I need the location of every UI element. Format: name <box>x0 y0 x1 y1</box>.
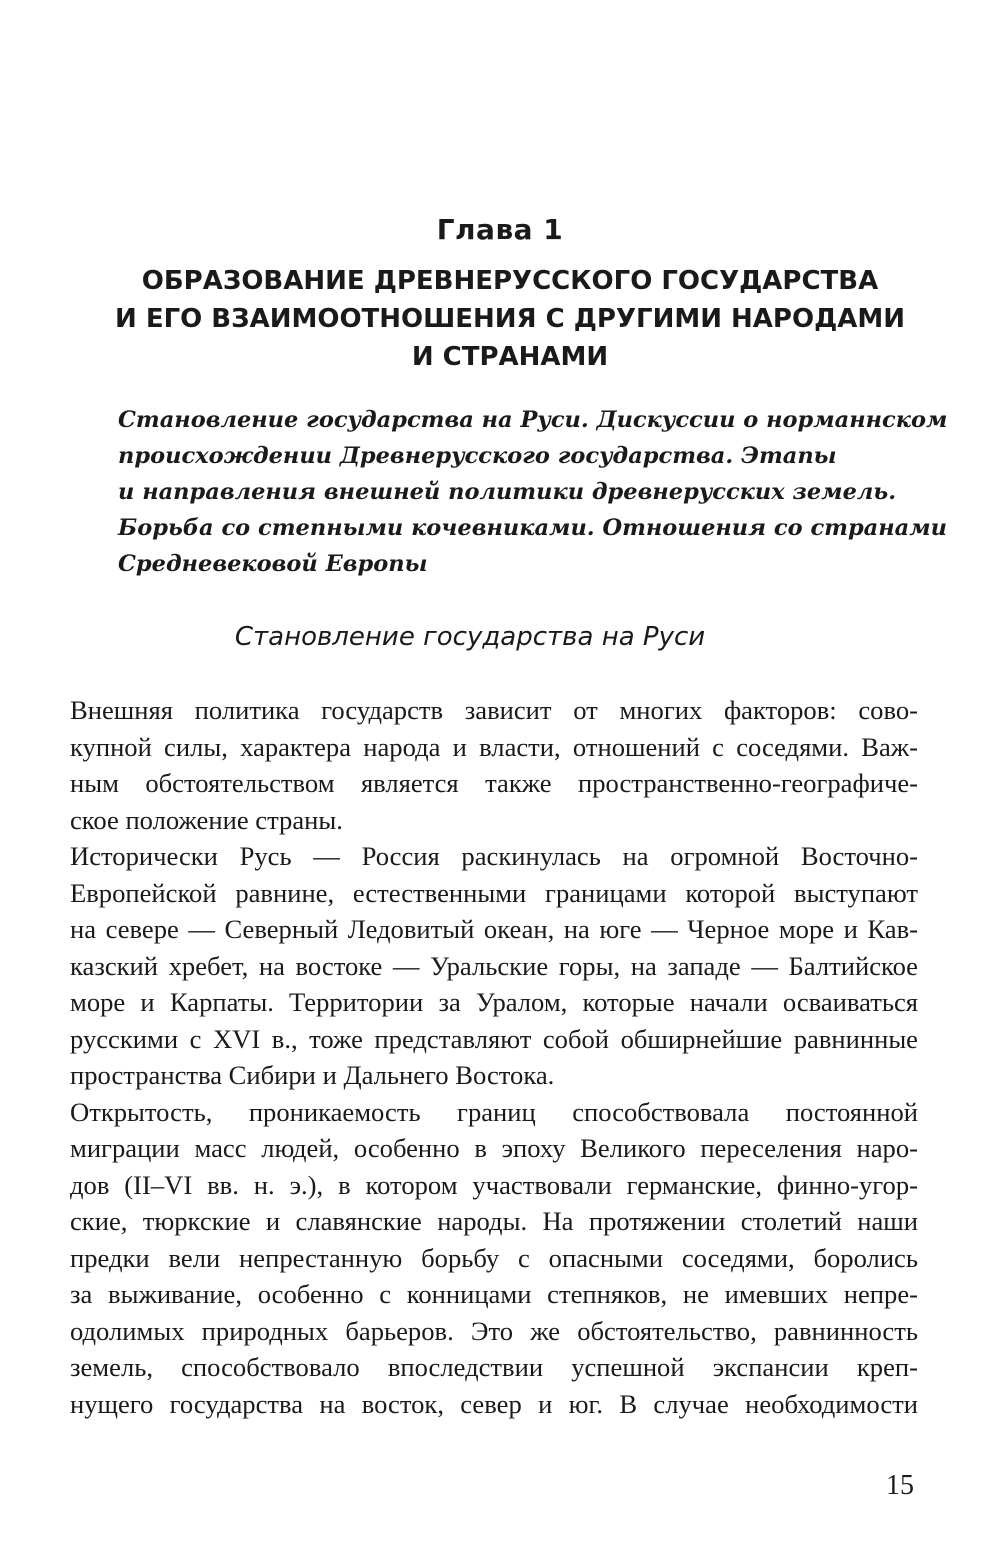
text-line: Открытость, проникаемость границ способствовала постоянной <box>70 1096 918 1127</box>
text-line: одолимых природных барьеров. Это же обстоятельство, равнинность <box>70 1315 918 1346</box>
text-line: за выживание, особенно с конницами степняков, не имевших непре- <box>70 1279 918 1309</box>
text-line: предки вели непрестанную борьбу с опасными соседями, боролись <box>70 1242 918 1273</box>
text-line: море и Карпаты. Территории за Уралом, которые начали осваиваться <box>70 987 918 1017</box>
text-line: купной силы, характера народа и власти, отношений с соседями. Важ- <box>70 731 918 762</box>
paragraph <box>70 692 918 838</box>
text-line: Внешняя политика государств зависит от многих факторов: сово- <box>70 695 918 725</box>
abstract-line: Борьба со степными кочевниками. Отношения со странами <box>118 515 947 541</box>
text-line: нущего государства на восток, север и юг. В случае необходимости <box>70 1388 918 1419</box>
chapter-abstract <box>118 402 948 582</box>
page-number: 15 <box>886 1470 914 1501</box>
text-line: дов (II–VI вв. н. э.), в котором участвовали германские, финно-угор- <box>70 1169 918 1200</box>
text-line: ские, тюркские и славянские народы. На протяжении столетий наши <box>70 1206 918 1236</box>
text-line: пространства Сибири и Дальнего Востока. <box>70 1060 555 1090</box>
text-line: русскими с XVI в., тоже представляют собой обширнейшие равнинные <box>70 1023 918 1054</box>
section-heading: Становление государства на Руси <box>234 622 706 652</box>
chapter-title-line: И СТРАНАМИ <box>411 342 609 372</box>
abstract-line: происхождении Древнерусского государства. Этапы <box>118 443 837 469</box>
paragraph <box>70 1094 918 1423</box>
text-line: ным обстоятельством является также пространственно-географиче- <box>70 768 918 798</box>
text-line: земель, способствовало впоследствии успешной экспансии креп- <box>70 1352 918 1382</box>
text-line: на севере — Северный Ледовитый океан, на юге — Черное море и Кав- <box>70 914 918 944</box>
paragraph <box>70 838 918 1094</box>
chapter-title-line: И ЕГО ВЗАИМООТНОШЕНИЯ С ДРУГИМИ НАРОДАМИ <box>115 304 905 334</box>
text-line: Европейской равнине, естественными границами которой выступают <box>70 877 918 908</box>
abstract-line: Становление государства на Руси. Дискуссии о норманнском <box>118 407 948 433</box>
abstract-line: и направления внешней политики древнерусских земель. <box>118 479 897 505</box>
text-line: казский хребет, на востоке — Уральские горы, на западе — Балтийское <box>70 950 918 981</box>
abstract-line: Средневековой Европы <box>118 551 428 577</box>
text-line: Исторически Русь — Россия раскинулась на огромной Восточно- <box>70 841 918 871</box>
body-text <box>70 692 918 1422</box>
chapter-number: Глава 1 <box>436 213 564 246</box>
chapter-title <box>70 262 950 376</box>
text-line: миграции масс людей, особенно в эпоху Великого переселения наро- <box>70 1133 918 1163</box>
text-line: ское положение страны. <box>70 804 343 835</box>
chapter-title-line: ОБРАЗОВАНИЕ ДРЕВНЕРУССКОГО ГОСУДАРСТВА <box>141 266 879 296</box>
